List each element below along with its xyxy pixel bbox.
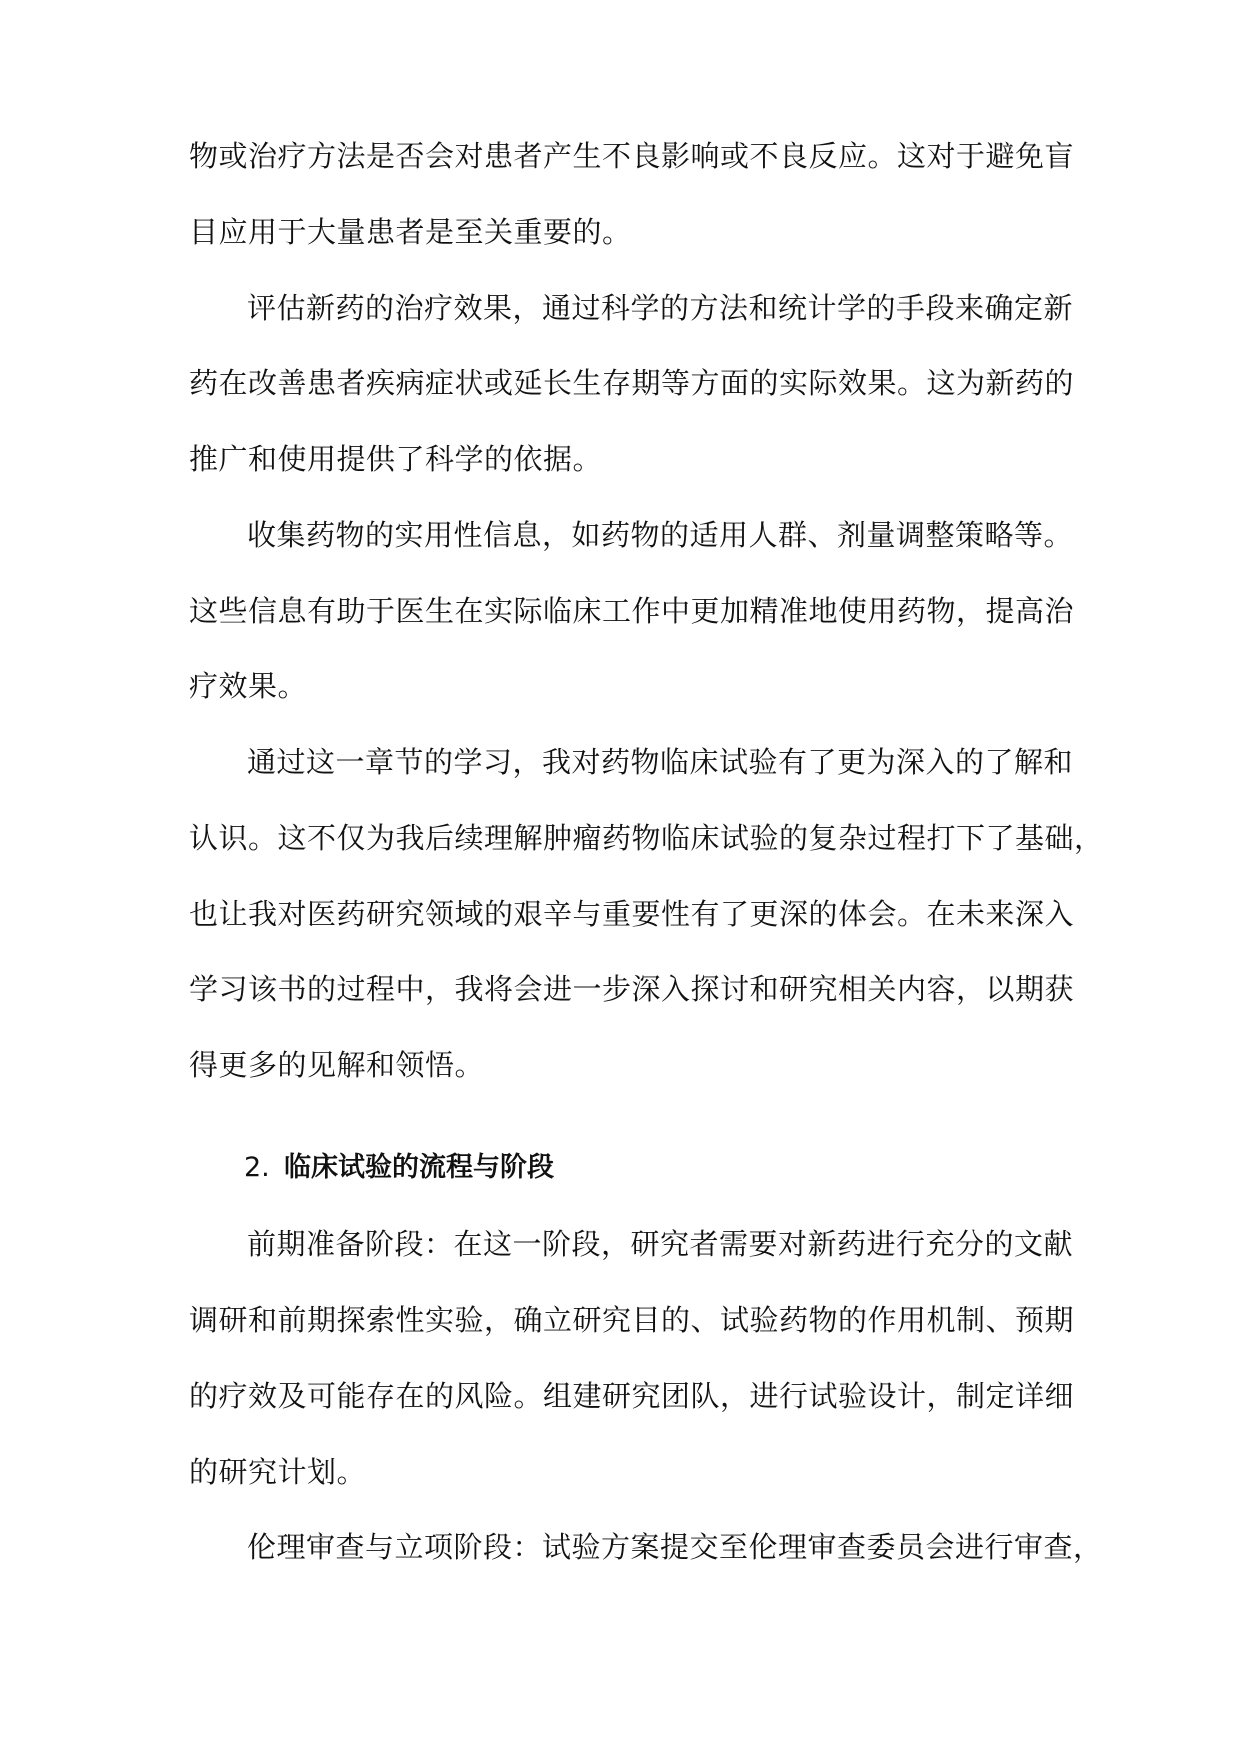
paragraph-4-line-2: 认识。这不仅为我后续理解肿瘤药物临床试验的复杂过程打下了基础， (189, 821, 1104, 855)
section-title: 临床试验的流程与阶段 (284, 1152, 554, 1183)
paragraph-2-line-2: 药在改善患者疾病症状或延长生存期等方面的实际效果。这为新药的 (189, 366, 1075, 400)
paragraph-3-line-3: 疗效果。 (189, 669, 308, 703)
section-heading (244, 1148, 554, 1188)
paragraph-4-line-4: 学习该书的过程中，我将会进一步深入探讨和研究相关内容，以期获 (189, 972, 1075, 1006)
paragraph-1-line-2: 目应用于大量患者是至关重要的。 (189, 215, 632, 249)
section-number: 2. (244, 1152, 270, 1183)
paragraph-5-line-4: 的研究计划。 (189, 1455, 367, 1489)
paragraph-5-line-3: 的疗效及可能存在的风险。组建研究团队，进行试验设计，制定详细 (189, 1379, 1075, 1413)
paragraph-3-line-1: 收集药物的实用性信息，如药物的适用人群、剂量调整策略等。 (247, 518, 1074, 552)
paragraph-6-line-1: 伦理审查与立项阶段：试验方案提交至伦理审查委员会进行审查， (247, 1530, 1103, 1564)
paragraph-1-line-1: 物或治疗方法是否会对患者产生不良影响或不良反应。这对于避免盲 (189, 139, 1075, 173)
paragraph-4-line-5: 得更多的见解和领悟。 (189, 1048, 485, 1082)
paragraph-2-line-3: 推广和使用提供了科学的依据。 (189, 442, 603, 476)
paragraph-4-line-3: 也让我对医药研究领域的艰辛与重要性有了更深的体会。在未来深入 (189, 897, 1075, 931)
paragraph-2-line-1: 评估新药的治疗效果，通过科学的方法和统计学的手段来确定新 (247, 291, 1074, 325)
paragraph-5-line-1: 前期准备阶段：在这一阶段，研究者需要对新药进行充分的文献 (247, 1227, 1074, 1261)
paragraph-3-line-2: 这些信息有助于医生在实际临床工作中更加精准地使用药物，提高治 (189, 594, 1075, 628)
paragraph-5-line-2: 调研和前期探索性实验，确立研究目的、试验药物的作用机制、预期 (189, 1303, 1075, 1337)
paragraph-4-line-1: 通过这一章节的学习，我对药物临床试验有了更为深入的了解和 (247, 745, 1074, 779)
